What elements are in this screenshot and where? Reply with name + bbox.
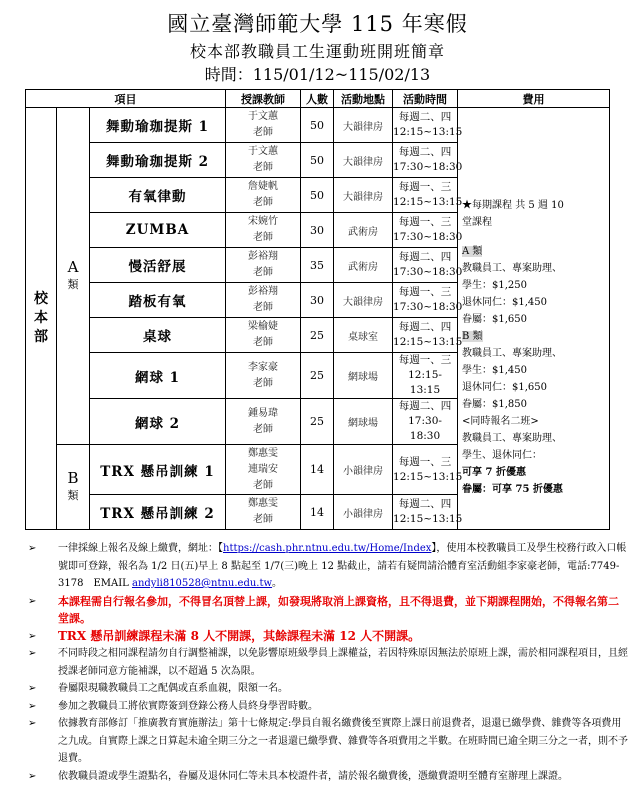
campus-label: 校本部 [26,108,57,530]
location: 大韻律房 [334,108,393,143]
arrow-bullet-icon: ➢ [28,628,58,646]
teacher: 鄭惠雯 老師 [226,495,301,530]
schedule-time: 每週一、三 12:15-13:15 [393,353,458,399]
course-name: TRX 懸吊訓練 2 [90,495,226,530]
capacity: 25 [301,318,334,353]
col-header-fee: 費用 [458,90,610,108]
schedule-table [25,89,610,530]
warning-note: 本課程需自行報名參加，不得冒名頂替上課，如發現將取消上課資格，且不得退費，並下期課程開始，不得報名第二堂課。 [58,593,628,628]
arrow-bullet-icon: ➢ [28,593,58,628]
capacity: 30 [301,283,334,318]
note-item [28,628,628,646]
location: 大韻律房 [334,283,393,318]
class-a-fee-label: A 類 [462,246,482,257]
teacher: 李家豪 老師 [226,353,301,399]
arrow-bullet-icon: ➢ [28,540,58,593]
note-item: ➢ 眷屬限現職教職員工之配偶或直系血親，限額一名。 [28,680,628,698]
note-item: ➢ 一律採線上報名及線上繳費，網址：【https://cash.phr.ntnu.edu.tw/Home/Index】，使用本校教職員工及學生校務行政入口帳號即可登錄，報名為 1/2 日(五)早上 8 點起至 1/7(三)晚上 12 點截止，請若有疑問請洽體育室活動組李家豪老師，電話:7749-3178 EMAIL andyli810528@ntnu.edu.tw。 [28,540,628,593]
table-row [26,108,610,143]
location: 小韻律房 [334,445,393,495]
location: 大韻律房 [334,143,393,178]
registration-link[interactable]: https://cash.phr.ntnu.edu.tw/Home/Index [223,543,431,554]
document-title: 國立臺灣師範大學 115 年寒假 [0,12,635,36]
course-name: 踏板有氧 [90,283,226,318]
capacity: 50 [301,143,334,178]
teacher: 鄭惠雯 連瑞安 老師 [226,445,301,495]
note-item: ➢ 依據教育部修訂「推廣教育實施辦法」第十七條規定:學員自報名繳費後至實際上課日前退費者，退還已繳學費、雜費等各項費用之九成。自實際上課之日算起未逾全期三分之一者退還已繳學費、雜費等各項費用之半數。在班時間已逾全期三分之一者，則不予退費。 [28,715,628,768]
location: 大韻律房 [334,178,393,213]
note-item [28,593,628,628]
minimum-enrollment-note: TRX 懸吊訓練課程未滿 8 人不開課，其餘課程未滿 12 人不開課。 [58,628,628,646]
location: 桌球室 [334,318,393,353]
arrow-bullet-icon: ➢ [28,680,58,698]
teacher: 于文蕙 老師 [226,108,301,143]
schedule-time: 每週二、四 12:15~13:15 [393,495,458,530]
capacity: 30 [301,213,334,248]
teacher: 詹婕帆 老師 [226,178,301,213]
teacher: 梁榆婕 老師 [226,318,301,353]
schedule-time: 每週一、三 17:30~18:30 [393,283,458,318]
schedule-time: 每週一、三 12:15~13:15 [393,445,458,495]
schedule-time: 每週二、四 12:15~13:15 [393,108,458,143]
teacher: 于文蕙 老師 [226,143,301,178]
class-a-label: A 類 [57,108,90,445]
arrow-bullet-icon: ➢ [28,768,58,785]
schedule-time: 每週二、四 17:30-18:30 [393,399,458,445]
col-header-location: 活動地點 [334,90,393,108]
schedule-time: 每週一、三 17:30~18:30 [393,213,458,248]
note-item: ➢ 參加之教職員工將依實際簽到登錄公務人員終身學習時數。 [28,698,628,716]
schedule-time: 每週二、四 12:15~13:15 [393,318,458,353]
capacity: 14 [301,495,334,530]
capacity: 25 [301,399,334,445]
course-name: 網球 1 [90,353,226,399]
schedule-time: 每週二、四 17:30~18:30 [393,143,458,178]
capacity: 14 [301,445,334,495]
arrow-bullet-icon: ➢ [28,698,58,716]
col-header-capacity: 人數 [301,90,334,108]
capacity: 50 [301,108,334,143]
arrow-bullet-icon: ➢ [28,715,58,768]
note-item: ➢ 依教職員證或學生證點名，眷屬及退休同仁等未具本校證件者，請於報名繳費後，憑繳費證明至體育室辦理上課證。 [28,768,628,785]
class-b-label: B 類 [57,445,90,530]
location: 武術房 [334,213,393,248]
teacher: 宋婉竹 老師 [226,213,301,248]
course-name: 網球 2 [90,399,226,445]
course-name: 桌球 [90,318,226,353]
teacher: 鍾易瑋 老師 [226,399,301,445]
schedule-time: 每週二、四 17:30~18:30 [393,248,458,283]
capacity: 35 [301,248,334,283]
arrow-bullet-icon: ➢ [28,645,58,680]
course-name: 舞動瑜珈提斯 1 [90,108,226,143]
fee-info: ★每期課程 共 5 週 10 堂課程 A 類 教職員工、專案助理、 學生：$1,250 退休同仁：$1,450 眷屬：$1,650 B 類 教職員工、專案助理、 學生：$1,450 退休同仁：$1,650 眷屬：$1,850 <同時報名二班> 教職員工、專案助理、 學生、退休同仁： 可享 7 折優惠 眷屬：可享 75 折優惠 [458,108,610,530]
location: 網球場 [334,353,393,399]
course-name: 舞動瑜珈提斯 2 [90,143,226,178]
course-name: 慢活舒展 [90,248,226,283]
capacity: 25 [301,353,334,399]
course-name: TRX 懸吊訓練 1 [90,445,226,495]
teacher: 彭裕翔 老師 [226,248,301,283]
capacity: 50 [301,178,334,213]
table-header-row [26,90,610,108]
course-name: ZUMBA [90,213,226,248]
col-header-item: 項目 [26,90,226,108]
location: 網球場 [334,399,393,445]
notes-list [28,540,628,785]
class-b-fee-label: B 類 [462,331,483,342]
contact-email-link[interactable]: andyli810528@ntnu.edu.tw [132,578,272,589]
col-header-time: 活動時間 [393,90,458,108]
location: 武術房 [334,248,393,283]
note-item: ➢ 不同時段之相同課程請勿自行調整補課，以免影響原班級學員上課權益，若因特殊原因無法於原班上課，需於相同課程項目，且經授課老師同意方能補課，以不超過 5 次為限。 [28,645,628,680]
location: 小韻律房 [334,495,393,530]
schedule-time: 每週一、三 12:15~13:15 [393,178,458,213]
col-header-teacher: 授課教師 [226,90,301,108]
document-subtitle: 校本部教職員工生運動班開班簡章 [0,42,635,62]
course-period: 時間：115/01/12~115/02/13 [0,65,635,85]
course-name: 有氧律動 [90,178,226,213]
teacher: 彭裕翔 老師 [226,283,301,318]
